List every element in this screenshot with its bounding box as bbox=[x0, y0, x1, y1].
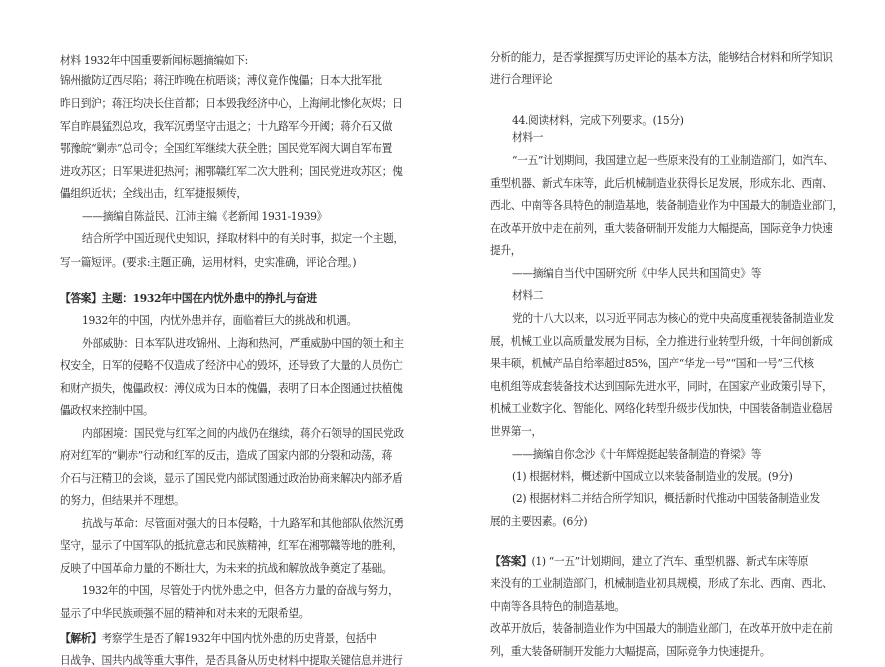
right-text-line: 展的主要因素。(6分) bbox=[490, 514, 588, 528]
left-text-line: 的努力，但结果并不理想。 bbox=[60, 493, 185, 507]
left-text-line: 1932年的中国，尽管处于内忧外患之中，但各方力量的奋战与努力， bbox=[82, 583, 399, 597]
right-text-line: 提升， bbox=[490, 243, 522, 257]
left-text-line: 坚守，显示了中国军队的抵抗意志和民族精神，红军在湘鄂赣等地的胜利， bbox=[60, 538, 403, 552]
left-text-line: 儡政权来控制中国。 bbox=[60, 403, 154, 417]
right-text-line: 中南等各具特色的制造基地。 bbox=[490, 599, 625, 613]
left-text-line: 显示了中华民族顽强不屈的精神和对未来的无限希望。 bbox=[60, 606, 310, 620]
right-text-line: 党的十八大以来，以习近平同志为核心的党中央高度重视装备制造业发 bbox=[512, 311, 834, 325]
section-tag: 【答案】 bbox=[490, 554, 532, 568]
left-text-line: ——摘编自陈益民、江沛主编《老新闻 1931-1939》 bbox=[82, 209, 328, 223]
right-text-line: 材料一 bbox=[512, 130, 544, 144]
right-text-line: 列，重大装备研制开发能力大幅提高，国际竞争力快速提升。 bbox=[490, 644, 771, 658]
right-text-line: 分析的能力，是否掌握撰写历史评论的基本方法，能够结合材料和所学知识 bbox=[490, 50, 833, 64]
left-text-line: 介石与汪精卫的会谈，显示了国民党内部试图通过政治协商来解决内部矛盾 bbox=[60, 471, 403, 485]
right-text-line: 进行合理评论 bbox=[490, 72, 553, 86]
right-text-line: 果丰硕，机械产品自给率超过85%，国产“华龙一号”“国和一号”三代核 bbox=[490, 356, 814, 370]
right-text-line: (1) 根据材料，概述新中国成立以来装备制造业的发展。(9分) bbox=[512, 469, 793, 483]
left-text-line: 内部困境：国民党与红军之间的内战仍在继续，蒋介石领导的国民党政 bbox=[82, 426, 404, 440]
right-text-line: 【答案】(1) “一五”计划期间，建立了汽车、重型机器、新式车床等原 bbox=[490, 554, 809, 568]
right-text-line: 机械工业数字化、智能化、网络化转型升级步伐加快，中国装备制造业稳居 bbox=[490, 401, 833, 415]
right-text-line: 改革开放后，装备制造业作为中国最大的制造业部门，在改革开放中走在前 bbox=[490, 621, 833, 635]
left-text-line: 结合所学中国近现代史知识，择取材料中的有关时事，拟定一个主题， bbox=[82, 231, 404, 245]
section-tag: 【解析】 bbox=[60, 631, 102, 645]
right-text-line: 重型机器、新式车床等，此后机械制造业获得长足发展，形成东北、西南、 bbox=[490, 176, 833, 190]
right-text-line: “一五”计划期间，我国建立起一些原来没有的工业制造部门，如汽车、 bbox=[512, 153, 834, 167]
left-text-line: 写一篇短评。(要求:主题正确，运用材料，史实准确，评论合理。) bbox=[60, 255, 357, 269]
left-text-line: 日战争、国共内战等重大事件，是否具备从历史材料中提取关键信息并进行 bbox=[60, 653, 403, 667]
left-text-line: 【解析】考察学生是否了解1932年中国内忧外患的历史背景，包括中 bbox=[60, 631, 377, 645]
right-text-line: (2) 根据材料二并结合所学知识，概括新时代推动中国装备制造业发 bbox=[512, 491, 820, 505]
left-text-line: 权安全，日军的侵略不仅造成了经济中心的毁坏，还导致了大量的人员伤亡 bbox=[60, 358, 403, 372]
left-text-line: 锦州撤防辽西尽陷；蒋汪昨晚在杭晤谈；溥仪竟作傀儡；日本大批军批 bbox=[60, 73, 382, 87]
left-text-line: 昨日到沪；蒋汪均决长住首都；日本毁我经济中心，上海闸北惨化灰烬；日 bbox=[60, 96, 403, 110]
left-text-line: 1932年的中国，内忧外患并存，面临着巨大的挑战和机遇。 bbox=[82, 313, 358, 327]
right-text-line: 在改革开放中走在前列，重大装备研制开发能力大幅提高，国际竞争力快速 bbox=[490, 221, 833, 235]
right-text-line: 电机组等成套装备技术达到国际先进水平，同时，在国家产业政策引导下， bbox=[490, 379, 833, 393]
left-text-line: 抗战与革命：尽管面对强大的日本侵略，十九路军和其他部队依然沉勇 bbox=[82, 516, 404, 530]
left-text-line: 进攻苏区；日军果进犯热河；湘鄂赣红军二次大胜利；国民党进攻苏区；傀 bbox=[60, 164, 403, 178]
left-text-line: 鄂豫皖“剿赤”总司令；全国红军继续大获全胜；国民党军阀大调自军布置 bbox=[60, 141, 393, 155]
right-text-line: ——摘编自你念沙《十年辉煌挺起装备制造的脊梁》等 bbox=[512, 447, 762, 461]
left-text-line: 和财产损失，傀儡政权：溥仪成为日本的傀儡，表明了日本企图通过扶植傀 bbox=[60, 381, 403, 395]
right-text-line: 44.阅读材料，完成下列要求。(15分) bbox=[512, 113, 684, 127]
right-text-line: 材料二 bbox=[512, 288, 544, 302]
right-text-line: 来没有的工业制造部门，机械制造业初具规模，形成了东北、西南、西北、 bbox=[490, 576, 833, 590]
left-text-line: 外部威胁：日本军队进攻锦州、上海和热河，严重威胁中国的领土和主 bbox=[82, 336, 404, 350]
left-text-line: 府对红军的“剿赤”行动和红军的反击，造成了国家内部的分裂和动荡，蒋 bbox=[60, 448, 393, 462]
right-text-line: ——摘编自当代中国研究所《中华人民共和国简史》等 bbox=[512, 266, 762, 280]
right-text-line: 西北、中南等各具特色的制造基地，装备制造业作为中国最大的制造业部门， bbox=[490, 198, 843, 212]
left-text-line: 军自昨晨猛烈总攻，我军沉勇坚守击退之；十九路军今开阈；蒋介石又做 bbox=[60, 119, 393, 133]
right-text-line: 世界第一， bbox=[490, 424, 542, 438]
left-text-line: 材料 1932年中国重要新闻标题摘编如下: bbox=[60, 53, 248, 67]
left-text-line: 反映了中国革命力量的不断壮大，为未来的抗战和解放战争奠定了基础。 bbox=[60, 561, 393, 575]
left-text-line: 【答案】主题：1932年中国在内忧外患中的挣扎与奋进 bbox=[60, 291, 317, 305]
left-text-line: 儡组织近状；全线出击，红军捷报频传， bbox=[60, 186, 247, 200]
right-text-line: 展，机械工业以高质量发展为目标，全力推进行业转型升级，十年间创新成 bbox=[490, 334, 833, 348]
